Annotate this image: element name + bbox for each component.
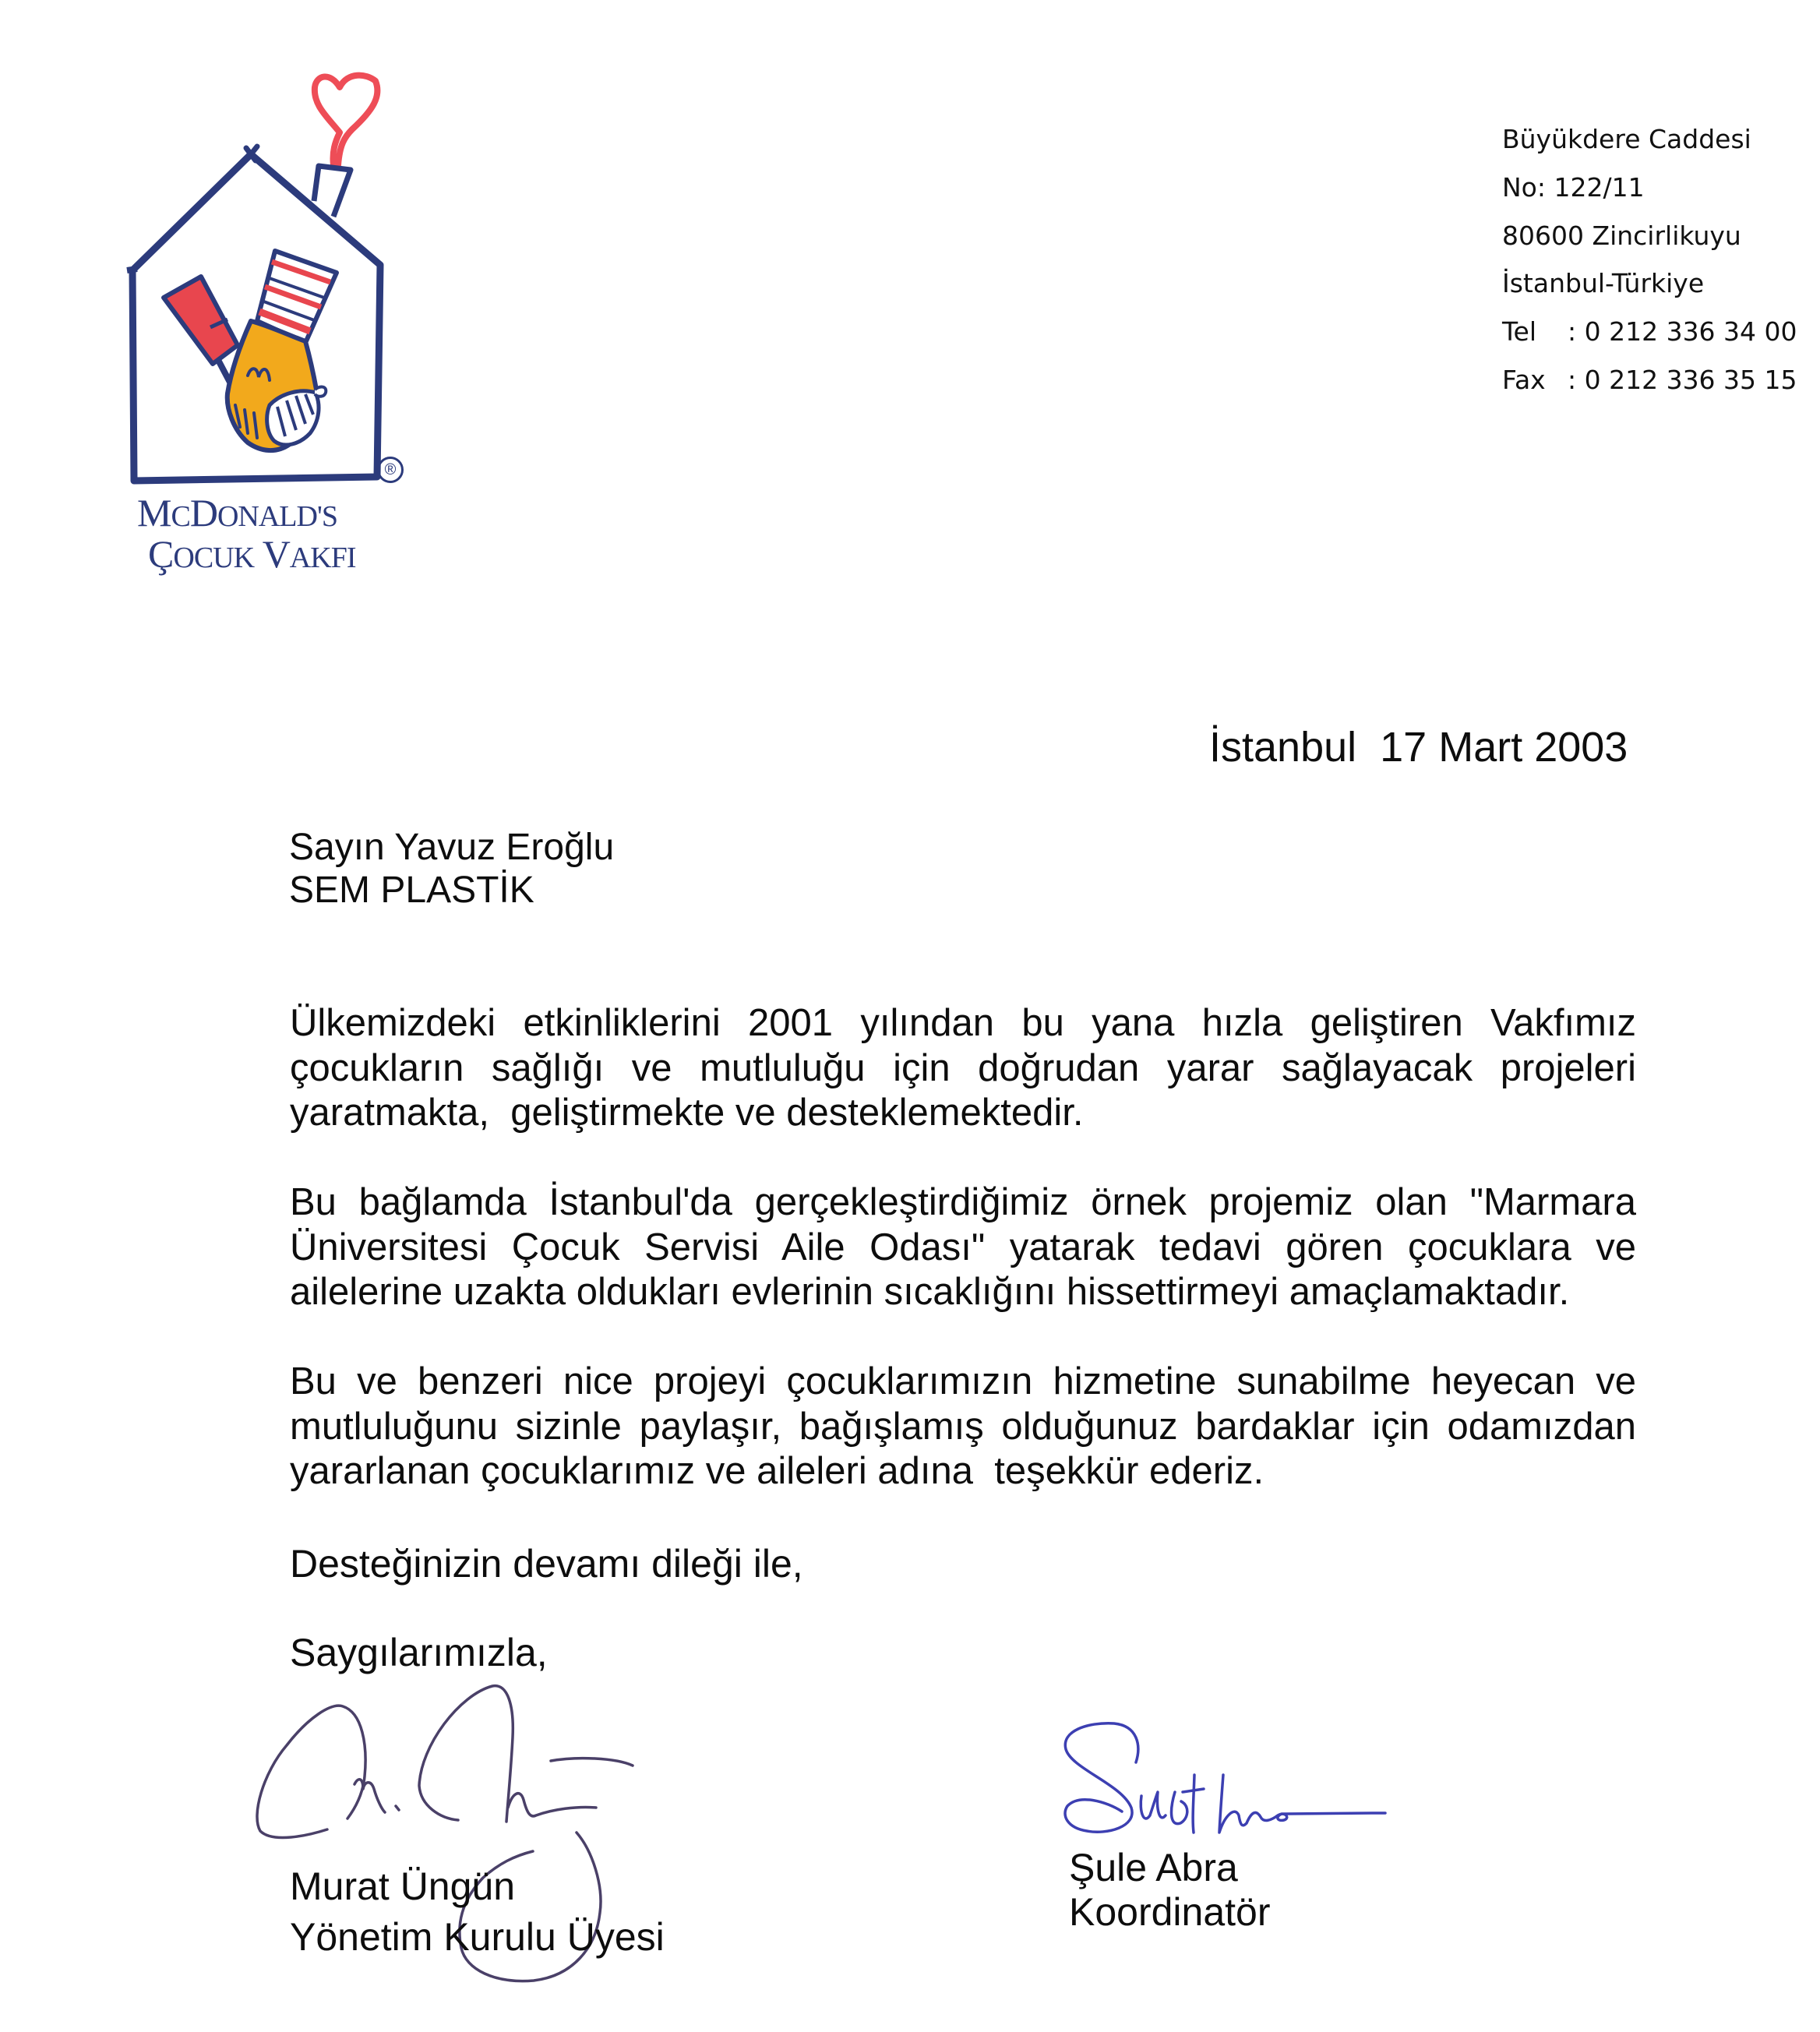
paragraph-line: Üniversitesi Çocuk Servisi Aile Odası" yatarak tedavi gören çocuklara ve [290,1226,1636,1268]
paragraph-line: yararlanan çocuklarımız ve aileleri adına teşekkür ederiz. [290,1450,1264,1492]
tel-value: : 0 212 336 34 00 [1568,316,1797,347]
address-street: Büyükdere Caddesi [1502,124,1751,154]
paragraph-line: Bu ve benzeri nice projeyi çocuklarımızın hizmetine sunabilme heyecan ve [290,1360,1636,1402]
heart-icon [315,76,378,165]
foundation-logo [117,62,429,499]
body-paragraph-3 [290,1360,1636,1494]
address-postcode-district: 80600 Zincirlikuyu [1502,220,1741,251]
paragraph-line: ailelerine uzakta oldukları evlerinin sıcaklığını hissettirmeyi amaçlamaktadır. [290,1271,1570,1313]
paragraph-line: yaratmakta, geliştirmekte ve desteklemektedir. [290,1092,1084,1134]
body-paragraph-2 [290,1180,1636,1315]
logo-title-line1 [137,493,337,532]
paragraph-line: mutluluğunu sizinle paylaşır, bağışlamış olduğunuz bardaklar için odamızdan [290,1405,1636,1448]
address-number: No: 122/11 [1502,171,1645,203]
signature-sule-abra [1044,1706,1402,1847]
paragraph-line: Ülkemizdeki etkinliklerini 2001 yılından bu yana hızla geliştiren Vakfımız [290,1002,1636,1044]
signatory-1-name: Murat Üngün [290,1864,516,1908]
tel-label: Tel [1502,316,1537,347]
address-tel [1502,308,1797,356]
body-paragraph-1 [290,1001,1636,1136]
recipient-name: Sayın Yavuz Eroğlu [289,827,615,868]
signatory-2-title: Koordinatör [1069,1890,1271,1934]
paragraph-line: çocukların sağlığı ve mutluluğu için doğrudan yarar sağlayacak projeleri [290,1046,1636,1089]
recipient-company: SEM PLASTİK [289,870,534,911]
address-fax [1502,356,1797,404]
signatory-2-name: Şule Abra [1069,1846,1238,1889]
sender-address [1502,115,1797,404]
logo-title-line2 [148,532,356,576]
left-arm [164,277,238,390]
paragraph-line: Bu bağlamda İstanbul'da gerçekleştirdiğimiz örnek projemiz olan "Marmara [290,1181,1636,1223]
closing-salutation: Saygılarımızla, [290,1631,548,1674]
registered-mark: ® [377,457,404,483]
logo-line2-text: ÇOCUK VAKFI [148,532,356,576]
fax-value: : 0 212 336 35 15 [1568,364,1797,395]
closing-wish: Desteğinizin devamı dileği ile, [290,1542,803,1586]
signatory-1-title: Yönetim Kurulu Üyesi [290,1915,665,1959]
address-city-country: İstanbul-Türkiye [1502,268,1705,299]
place-date: İstanbul 17 Mart 2003 [1209,724,1628,771]
fax-label: Fax [1502,364,1546,395]
logo-line1-text: MCDONALD'S [137,491,337,534]
